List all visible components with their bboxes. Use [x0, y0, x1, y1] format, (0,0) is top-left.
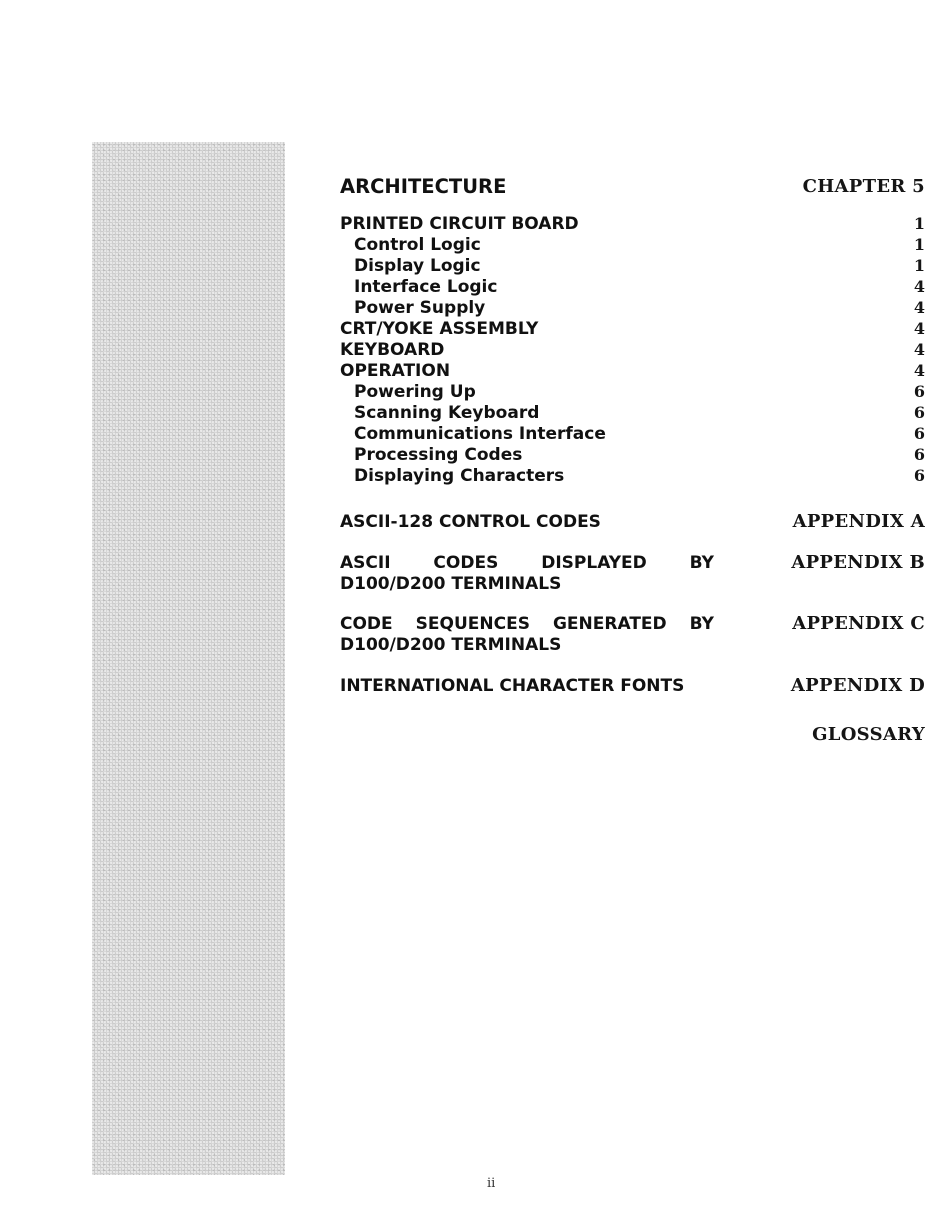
toc-subentry: Interface Logic: [354, 277, 498, 297]
page-number: 1: [913, 214, 925, 233]
appendix-a-label: APPENDIX A: [792, 511, 925, 532]
toc-subentry: Communications Interface: [354, 424, 606, 444]
appendix-c-title: CODE SEQUENCES GENERATED BY D100/D200 TERMINALS: [340, 614, 714, 655]
page-footer-number: ii: [487, 1176, 496, 1191]
appendix-b-label: APPENDIX B: [791, 552, 925, 573]
appendix-b-title: ASCII CODES DISPLAYED BY D100/D200 TERMINALS: [340, 553, 714, 594]
toc-subentry: Processing Codes: [354, 445, 523, 465]
chapter-label: CHAPTER 5: [802, 176, 925, 197]
toc-entry: PRINTED CIRCUIT BOARD: [340, 214, 579, 234]
chapter-title: ARCHITECTURE: [340, 175, 507, 198]
toc-subentry: Control Logic: [354, 235, 481, 255]
page-number: 1: [913, 256, 925, 275]
appendix-c-label: APPENDIX C: [792, 613, 925, 634]
toc-entry: OPERATION: [340, 361, 451, 381]
shaded-sidebar: [92, 142, 285, 1175]
page-number: 6: [913, 466, 925, 485]
toc-subentry: Power Supply: [354, 298, 486, 318]
page-number: 6: [913, 382, 925, 401]
toc-subentry: Displaying Characters: [354, 466, 565, 486]
page-number: 6: [913, 445, 925, 464]
page-number: 6: [913, 403, 925, 422]
page-number: 6: [913, 424, 925, 443]
page-number: 1: [913, 235, 925, 254]
page-number: 4: [913, 340, 925, 359]
toc-subentry: Powering Up: [354, 382, 476, 402]
page-number: 4: [913, 298, 925, 317]
glossary-label: GLOSSARY: [812, 724, 925, 745]
appendix-a-title: ASCII-128 CONTROL CODES: [340, 512, 601, 532]
appendix-d-label: APPENDIX D: [790, 675, 925, 696]
page-number: 4: [913, 319, 925, 338]
page-number: 4: [913, 361, 925, 380]
toc-subentry: Display Logic: [354, 256, 481, 276]
toc-entry: KEYBOARD: [340, 340, 445, 360]
toc-entry: CRT/YOKE ASSEMBLY: [340, 319, 539, 339]
page-number: 4: [913, 277, 925, 296]
toc-subentry: Scanning Keyboard: [354, 403, 540, 423]
appendix-d-title: INTERNATIONAL CHARACTER FONTS: [340, 676, 685, 696]
